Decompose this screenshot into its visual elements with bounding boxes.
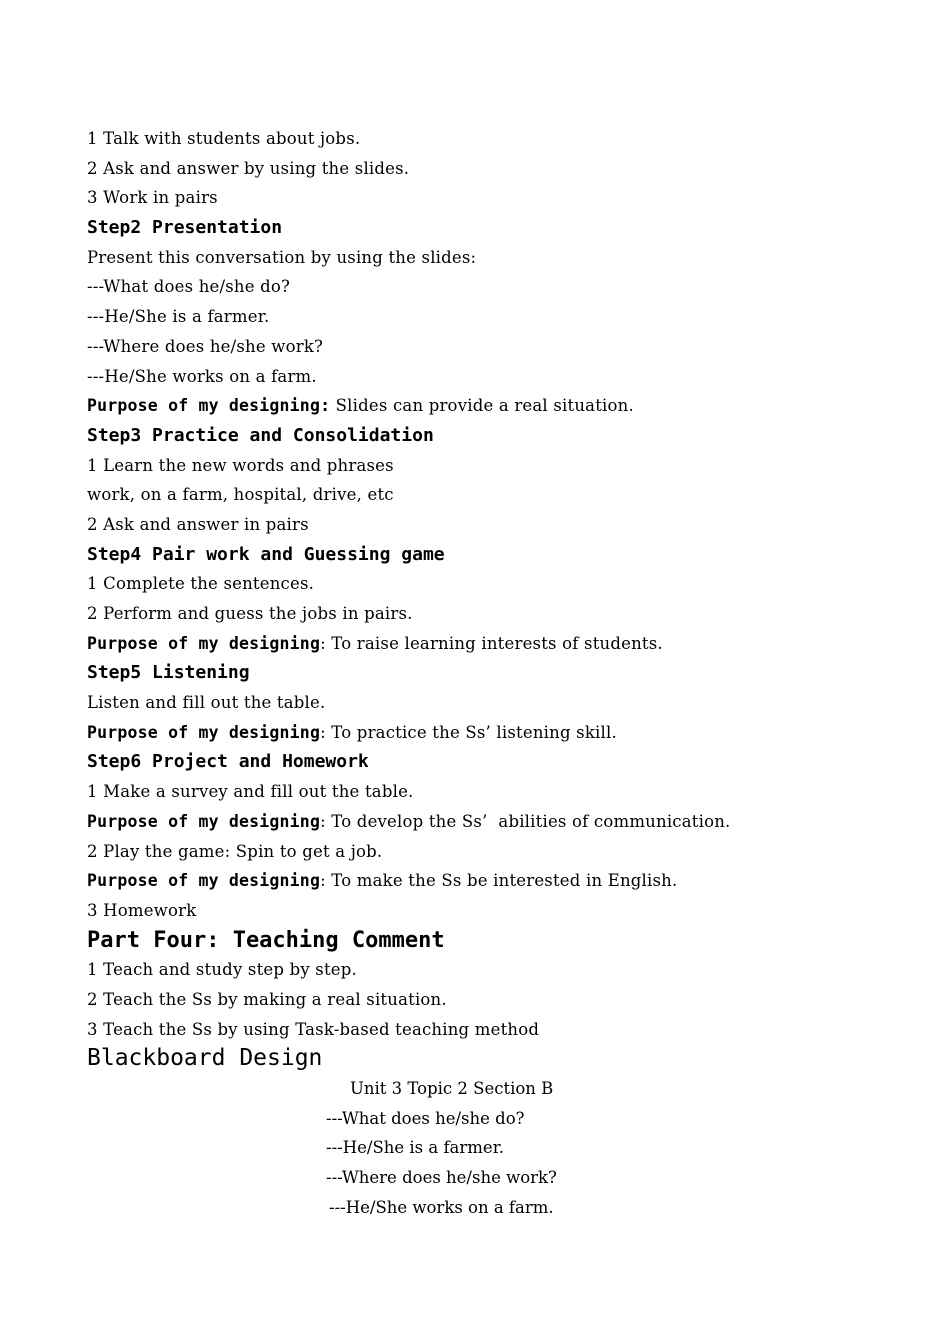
blackboard-line-4: ---He/She works on a farm.: [329, 1197, 554, 1217]
purpose-label: Purpose of my designing: [87, 722, 321, 742]
purpose-label: Purpose of my designing: [87, 871, 321, 891]
purpose-label: Purpose of my designing: [87, 633, 321, 653]
step4-line-1: 1 Complete the sentences.: [87, 574, 315, 594]
part-four-heading: Part Four: Teaching Comment: [87, 927, 445, 953]
step2-purpose: [87, 391, 867, 421]
blackboard-line-2: ---He/She is a farmer.: [326, 1138, 505, 1158]
document-page: [87, 124, 867, 1222]
purpose-text: Slides can provide a real situation.: [330, 396, 634, 416]
step3-line-1: 1 Learn the new words and phrases: [87, 455, 394, 475]
blackboard-content: [87, 1074, 867, 1222]
step4-line-2: 2 Perform and guess the jobs in pairs.: [87, 604, 413, 623]
step2-line-2: ---What does he/she do?: [87, 277, 291, 297]
step6-line-1: 1 Make a survey and fill out the table.: [87, 782, 414, 802]
purpose-text: : To make the Ss be interested in English.: [320, 871, 678, 891]
step3-heading: Step3 Practice and Consolidation: [87, 424, 434, 446]
blackboard-line-3: ---Where does he/she work?: [326, 1168, 557, 1188]
step6-purpose-2: [87, 866, 867, 896]
step5-heading: Step5 Listening: [87, 662, 250, 684]
step3-line-2: work, on a farm, hospital, drive, etc: [87, 485, 394, 505]
blackboard-heading: Blackboard Design: [87, 1045, 323, 1072]
part-four-line-3: 3 Teach the Ss by using Task-based teaching method: [87, 1019, 540, 1039]
step2-line-5: ---He/She works on a farm.: [87, 366, 317, 386]
part-four-line-1: 1 Teach and study step by step.: [87, 960, 357, 980]
step2-heading: Step2 Presentation: [87, 217, 283, 239]
step1-line-3: 3 Work in pairs: [87, 188, 218, 208]
purpose-text: : To develop the Ss’ abilities of communication.: [320, 811, 731, 831]
step4-purpose: [87, 629, 867, 659]
step3-line-3: 2 Ask and answer in pairs: [87, 514, 309, 534]
blackboard-line-1: ---What does he/she do?: [326, 1108, 525, 1128]
step6-line-2: 2 Play the game: Spin to get a job.: [87, 841, 383, 861]
blackboard-title: Unit 3 Topic 2 Section B: [350, 1079, 554, 1098]
step4-heading: Step4 Pair work and Guessing game: [87, 543, 445, 565]
step6-heading: Step6 Project and Homework: [87, 751, 369, 773]
step1-line-2: 2 Ask and answer by using the slides.: [87, 158, 410, 178]
step5-line: Listen and fill out the table.: [87, 693, 326, 713]
purpose-text: : To practice the Ss’ listening skill.: [320, 722, 617, 742]
purpose-text: : To raise learning interests of students.: [320, 633, 663, 653]
step1-line-1: 1 Talk with students about jobs.: [87, 129, 361, 148]
step5-purpose: [87, 718, 867, 748]
step6-purpose-1: [87, 807, 867, 837]
step6-line-3: 3 Homework: [87, 900, 197, 920]
step2-line-3: ---He/She is a farmer.: [87, 307, 270, 327]
part-four-line-2: 2 Teach the Ss by making a real situation.: [87, 989, 447, 1009]
step2-line-4: ---Where does he/she work?: [87, 336, 324, 356]
step2-line-1: Present this conversation by using the slides:: [87, 247, 477, 267]
purpose-label: Purpose of my designing:: [87, 396, 331, 416]
purpose-label: Purpose of my designing: [87, 811, 321, 831]
